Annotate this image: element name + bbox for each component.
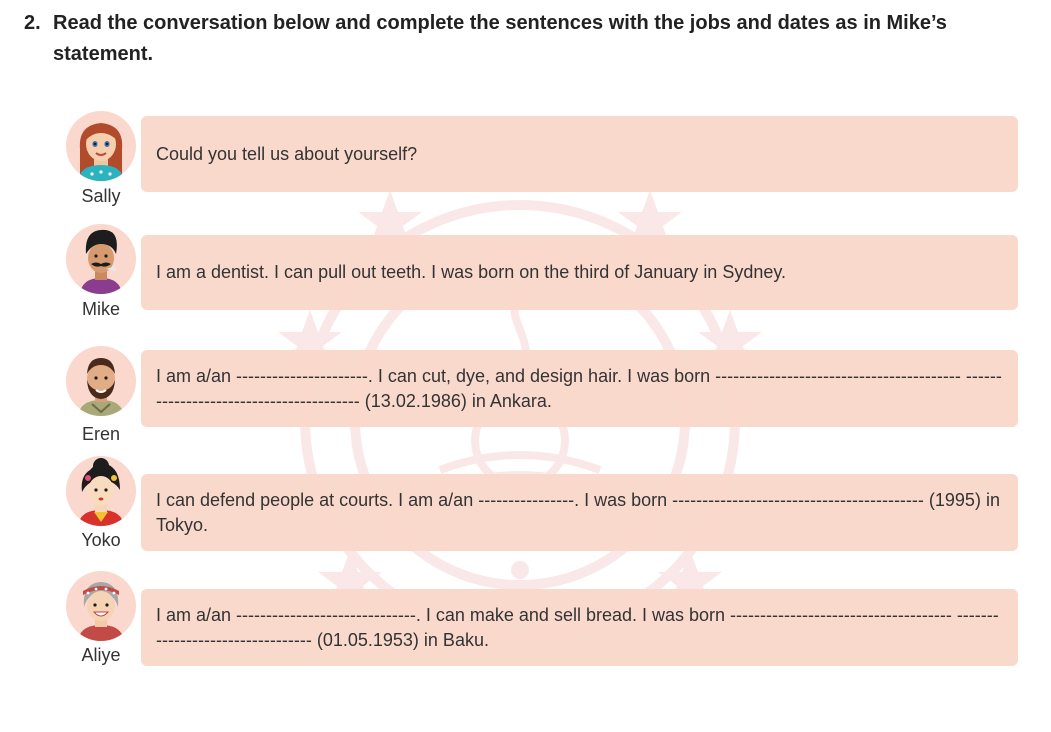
speech-bubble: [141, 589, 1018, 666]
speech-text: Could you tell us about yourself?: [156, 143, 418, 164]
task-heading: [24, 8, 1014, 70]
speech-bubble: [141, 474, 1018, 551]
speaker-name: Mike: [81, 299, 120, 319]
speaker-name: Eren: [81, 424, 121, 444]
woman-kimono-icon: [66, 456, 136, 526]
speech-bubble: [141, 350, 1018, 427]
grandmother-headscarf-icon: [66, 571, 136, 641]
speech-bubble: [141, 116, 1018, 192]
speaker-name: Aliye: [81, 645, 121, 665]
speech-text: I can defend people at courts. I am a/an ----------------. I was born ------------------------------------------ (1995) in Tokyo.: [156, 489, 1000, 535]
speaker-name: Yoko: [81, 530, 121, 550]
man-beard-icon: [66, 346, 136, 416]
speech-text: I am a dentist. I can pull out teeth. I was born on the third of January in Sydney.: [156, 262, 787, 282]
task-text-line1: Read the conversation below and complete the sentences with the jobs and dates as in Mike’s: [53, 12, 947, 34]
speech-bubble: [141, 235, 1018, 310]
woman-red-hair-icon: [66, 111, 136, 181]
speech-text: I am a/an ------------------------------. I can make and sell bread. I was born ------------------------------------- --------------------------------- (01.05.1953) in Baku.: [156, 604, 999, 650]
speech-text: I am a/an ----------------------. I can cut, dye, and design hair. I was born ----------------------------------------- ---------------------------------------- (13.02.1986) in Ankara.: [156, 365, 1002, 411]
task-number: 2.: [24, 12, 41, 34]
speaker-name: Sally: [81, 186, 121, 206]
man-mustache-pompadour-icon: [66, 224, 136, 294]
task-text-line2: statement.: [53, 43, 154, 65]
